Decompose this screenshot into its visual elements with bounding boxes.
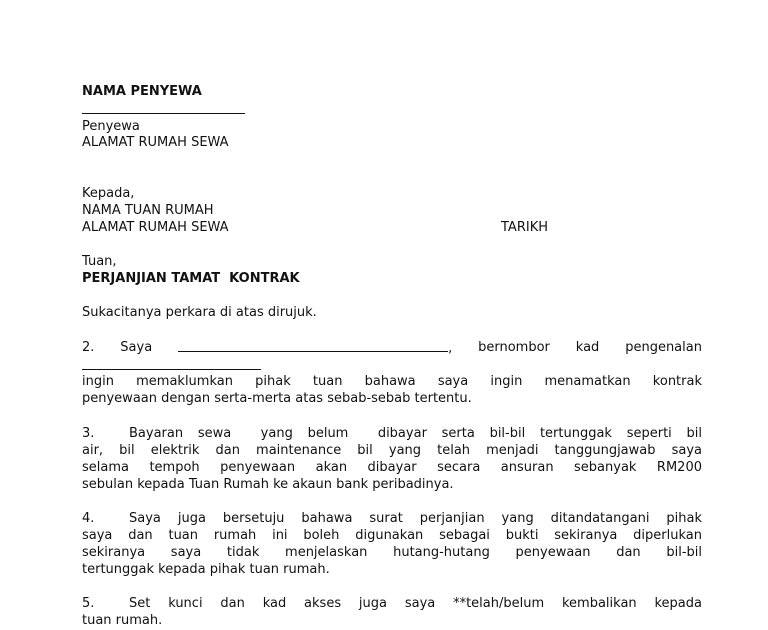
- recipient-to: Kepada,: [82, 186, 135, 201]
- para4-line4: tertunggak kepada pihak tuan rumah.: [82, 562, 330, 577]
- para3-line3: selama tempoh penyewaan akan dibayar secara ansuran sebanyak RM200: [82, 460, 702, 475]
- para2-line1: [82, 339, 702, 357]
- sender-address: ALAMAT RUMAH SEWA: [82, 135, 229, 150]
- para4-line2: saya dan tuan rumah ini boleh digunakan sebagai bukti sekiranya diperlukan: [82, 528, 702, 543]
- para4-line1: 4. Saya juga bersetuju bahawa surat perjanjian yang ditandatangani pihak: [82, 511, 702, 526]
- para3-number: 3.: [82, 426, 95, 441]
- para3-line2: air, bil elektrik dan maintenance bil yang telah menjadi tanggungjawab saya: [82, 443, 702, 458]
- salutation: Tuan,: [82, 254, 117, 269]
- para3-line1: 3. Bayaran sewa yang belum dibayar serta bil-bil tertunggak seperti bil: [82, 426, 702, 441]
- para2-word5: pengenalan: [625, 340, 702, 355]
- para2-word3: bernombor: [478, 340, 550, 355]
- para2-name-blank: ,: [178, 339, 452, 357]
- para2-number: 2.: [82, 340, 95, 355]
- para2-line3: penyewaan dengan serta-merta atas sebab-sebab tertentu.: [82, 391, 472, 406]
- recipient-name: NAMA TUAN RUMAH: [82, 203, 214, 218]
- para2-word4: kad: [575, 340, 600, 355]
- date-label: TARIKH: [501, 220, 548, 235]
- para5-line2: tuan rumah.: [82, 613, 163, 628]
- para2-word1: Saya: [120, 340, 153, 355]
- sender-name: NAMA PENYEWA: [82, 84, 202, 99]
- para5-line1: 5. Set kunci dan kad akses juga saya **telah/belum kembalikan kepada: [82, 596, 702, 611]
- recipient-address-row: [82, 219, 702, 236]
- recipient-address: ALAMAT RUMAH SEWA: [82, 220, 229, 235]
- signature-line: [82, 101, 245, 119]
- subject: PERJANJIAN TAMAT KONTRAK: [82, 271, 300, 286]
- para4-line3: sekiranya saya tidak menjelaskan hutang-hutang penyewaan dan bil-bil: [82, 545, 702, 560]
- para5-number: 5.: [82, 596, 95, 611]
- para3-line4: sebulan kepada Tuan Rumah ke akaun bank peribadinya.: [82, 477, 454, 492]
- para4-number: 4.: [82, 511, 95, 526]
- opening-line: Sukacitanya perkara di atas dirujuk.: [82, 305, 317, 320]
- para2-line2: ingin memaklumkan pihak tuan bahawa saya ingin menamatkan kontrak: [82, 374, 702, 389]
- sender-role: Penyewa: [82, 119, 140, 134]
